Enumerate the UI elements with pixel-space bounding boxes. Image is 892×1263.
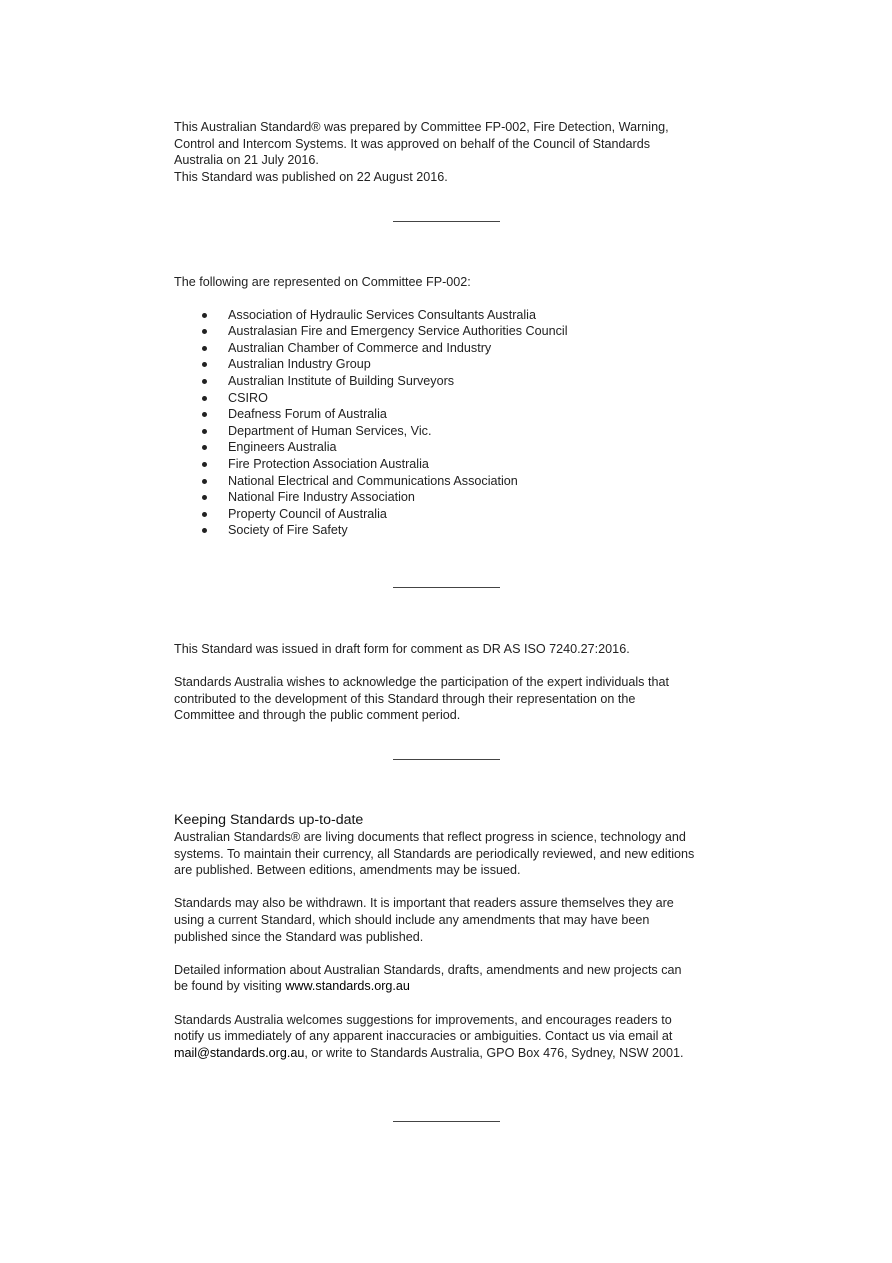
list-item: National Electrical and Communications Association xyxy=(174,473,734,490)
paragraph-line xyxy=(174,1045,734,1062)
list-item: Australian Institute of Building Surveyors xyxy=(174,373,734,390)
list-item: Property Council of Australia xyxy=(174,506,734,523)
draft-issued: This Standard was issued in draft form for comment as DR AS ISO 7240.27:2016. xyxy=(174,642,630,656)
list-item: Deafness Forum of Australia xyxy=(174,406,734,423)
paragraph-line: are published. Between editions, amendments may be issued. xyxy=(174,863,521,878)
paragraph-line: Australian Standards® are living documents that reflect progress in science, technology and xyxy=(174,830,686,844)
paragraph-line: Detailed information about Australian Standards, drafts, amendments and new projects can xyxy=(174,962,682,977)
approval-line: Control and Intercom Systems. It was approved on behalf of the Council of Standards xyxy=(174,136,651,151)
list-item: Society of Fire Safety xyxy=(174,522,734,539)
list-item: Australian Industry Group xyxy=(174,356,734,373)
list-item: Australasian Fire and Emergency Service Authorities Council xyxy=(174,323,734,340)
list-item: Department of Human Services, Vic. xyxy=(174,423,734,440)
section-heading: Keeping Standards up-to-date xyxy=(174,812,364,828)
paragraph-line: Standards Australia welcomes suggestions for improvements, and encourages readers to xyxy=(174,1012,672,1027)
committee-section xyxy=(174,274,734,539)
paragraph-line: published since the Standard was published. xyxy=(174,929,424,944)
visit-prefix: be found by visiting xyxy=(174,979,286,994)
approval-line: Australia on 21 July 2016. xyxy=(174,153,319,168)
section-divider xyxy=(393,1121,500,1122)
committee-intro: The following are represented on Committee FP-002: xyxy=(174,275,471,289)
section-divider xyxy=(393,587,500,588)
email-link[interactable]: mail@standards.org.au xyxy=(174,1045,305,1060)
section-divider xyxy=(393,221,500,222)
acknowledgement-line: Committee and through the public comment period. xyxy=(174,708,461,723)
acknowledgement-line: Standards Australia wishes to acknowledge the participation of the expert individuals that xyxy=(174,675,669,690)
list-item: Fire Protection Association Australia xyxy=(174,456,734,473)
draft-section xyxy=(174,641,734,724)
list-item: Australian Chamber of Commerce and Industry xyxy=(174,340,734,357)
list-item: Engineers Australia xyxy=(174,439,734,456)
paragraph-line: notify us immediately of any apparent inaccuracies or ambiguities. Contact us via email at xyxy=(174,1029,673,1044)
contact-suffix: , or write to Standards Australia, GPO Box 476, Sydney, NSW 2001. xyxy=(304,1045,684,1060)
acknowledgement-line: contributed to the development of this Standard through their representation on the xyxy=(174,691,636,706)
section-divider xyxy=(393,759,500,760)
paragraph-line: Standards may also be withdrawn. It is important that readers assure themselves they are xyxy=(174,896,674,911)
list-item: National Fire Industry Association xyxy=(174,489,734,506)
approval-section xyxy=(174,119,734,185)
member-list xyxy=(174,307,734,539)
paragraph-line: using a current Standard, which should include any amendments that may have been xyxy=(174,912,650,927)
keeping-up-to-date-section xyxy=(174,812,734,1061)
paragraph-line xyxy=(174,978,734,995)
published-date: This Standard was published on 22 August 2016. xyxy=(174,169,448,184)
approval-line: This Australian Standard® was prepared by Committee FP-002, Fire Detection, Warning, xyxy=(174,120,669,134)
website-link[interactable]: www.standards.org.au xyxy=(285,979,410,994)
list-item: Association of Hydraulic Services Consultants Australia xyxy=(174,307,734,324)
list-item: CSIRO xyxy=(174,390,734,407)
paragraph-line: systems. To maintain their currency, all Standards are periodically reviewed, and new editions xyxy=(174,846,695,861)
